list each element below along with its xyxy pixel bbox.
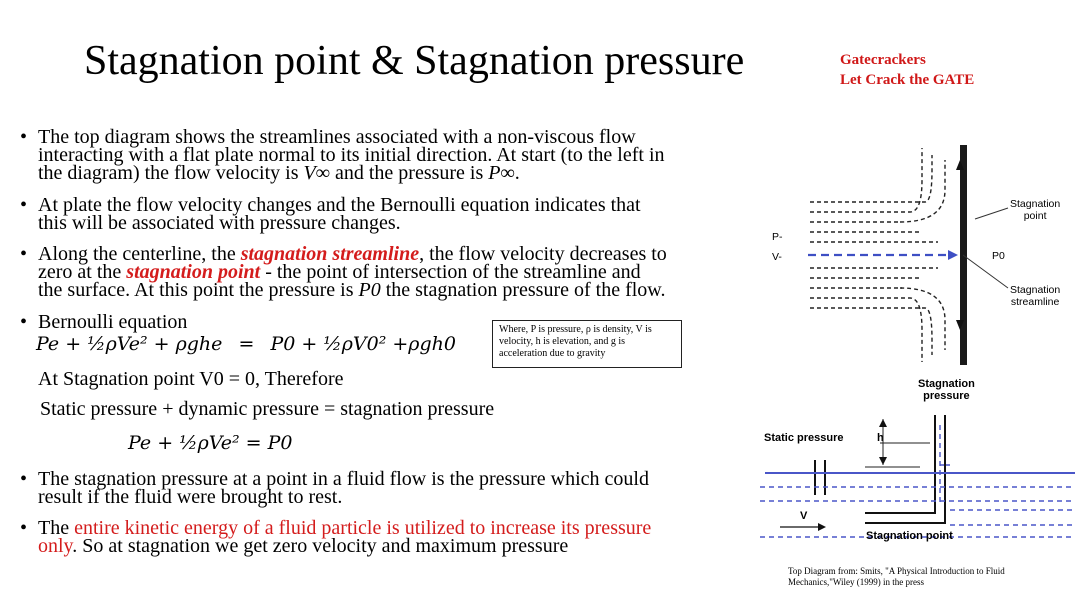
h-arrow-up-icon xyxy=(879,419,887,427)
stag-streamline-line-1: Stagnation xyxy=(1010,284,1061,296)
stag-pressure-line-2: pressure xyxy=(923,390,970,402)
stagnation-arrow-icon xyxy=(948,250,958,260)
bullet-5 xyxy=(20,470,649,506)
bullet-2-line-1: • At plate the flow velocity changes and the Bernoulli equation indicates that xyxy=(38,194,641,216)
velocity-label: V xyxy=(800,510,808,522)
p-infinity: P∞ xyxy=(488,162,515,184)
pitot-tubes xyxy=(815,415,945,523)
only-word: only xyxy=(38,535,73,557)
bullet-2 xyxy=(20,196,641,232)
stag-pressure-line-1: Stagnation xyxy=(918,378,975,390)
h-arrow-down-icon xyxy=(879,457,887,465)
bullet-3-text-3: zero at the xyxy=(38,261,127,283)
bullet-3-text-4: - the point of intersection of the streamline and xyxy=(260,261,641,283)
p0-label: P0 xyxy=(992,250,1005,262)
stagnation-point-term: stagnation point xyxy=(126,261,261,283)
bullet-4 xyxy=(20,313,187,331)
p-infinity-label: P- xyxy=(772,231,783,243)
v-infinity: V∞ xyxy=(303,162,330,184)
bullet-1-line-1: • The top diagram shows the streamlines associated with a non-viscous flow xyxy=(38,126,636,148)
equation-right: P0 + ½ρV0² +ρgh0 xyxy=(270,333,456,355)
p0-symbol: P0 xyxy=(358,279,381,301)
velocity-arrow-icon xyxy=(818,523,826,531)
stagnation-point-label xyxy=(1010,198,1060,222)
variable-note-box: Where, P is pressure, ρ is density, V is velocity, h is elevation, and g is acceleration due to gravity xyxy=(492,320,682,368)
bullet-1-text-2: and the pressure is xyxy=(329,162,489,184)
static-pressure-label: Static pressure xyxy=(764,432,844,444)
streamline-diagram xyxy=(760,140,1080,410)
bernoulli-label: • Bernoulli equation xyxy=(38,311,188,333)
bullet-1 xyxy=(20,128,665,182)
bullet-3-text: Along the centerline, the xyxy=(38,243,241,265)
stagnation-equation: Pe + ½ρVe² = P0 xyxy=(128,432,293,454)
bernoulli-equation xyxy=(36,333,456,355)
bullet-5-line-2: result if the fluid were brought to rest. xyxy=(38,486,343,508)
equation-equals: = xyxy=(238,333,255,355)
bullet-6-line-2 xyxy=(38,537,651,555)
bullet-3-text-6: the stagnation pressure of the flow. xyxy=(380,279,666,301)
bullet-3 xyxy=(20,245,667,299)
bullet-6-text: The xyxy=(38,517,75,539)
bullet-2-line-2: this will be associated with pressure changes. xyxy=(38,212,401,234)
height-label: h xyxy=(877,432,884,444)
bullet-6 xyxy=(20,519,651,555)
stagnation-streamline-label xyxy=(1010,284,1060,308)
stagnation-streamline-term: stagnation streamline xyxy=(240,243,420,265)
leader-stag-point xyxy=(975,208,1008,219)
bullet-1-text: the diagram) the flow velocity is xyxy=(38,162,304,184)
bullet-6-text-2: . So at stagnation we get zero velocity and maximum pressure xyxy=(72,535,569,557)
diagram-credit: Top Diagram from: Smits, "A Physical Introduction to Fluid Mechanics,"Wiley (1999) in the press xyxy=(788,566,1005,587)
pressure-relation: Static pressure + dynamic pressure = stagnation pressure xyxy=(40,398,495,420)
bullet-3-text-2: , the flow velocity decreases to xyxy=(419,243,667,265)
stagnation-point-pitot-label: Stagnation point xyxy=(866,530,953,542)
bullet-3-text-5: the surface. At this point the pressure is xyxy=(38,279,359,301)
bullet-1-line-2: interacting with a flat plate normal to its initial direction. At start (to the left in xyxy=(38,144,665,166)
brand-name: Gatecrackers xyxy=(840,52,926,68)
kinetic-energy-statement: entire kinetic energy of a fluid particle is utilized to increase its pressure xyxy=(74,517,652,539)
brand-tagline: Let Crack the GATE xyxy=(840,72,975,88)
v-infinity-label: V- xyxy=(772,251,782,263)
bullet-3-line-3 xyxy=(38,281,667,299)
equation-left: Pe + ½ρVe² + ρghe xyxy=(36,333,223,355)
stagnation-pressure-label xyxy=(918,378,975,402)
stagnation-condition: At Stagnation point V0 = 0, Therefore xyxy=(38,368,344,390)
bullet-5-line-1: • The stagnation pressure at a point in a fluid flow is the pressure which could xyxy=(38,468,649,490)
bullet-1-text-3: . xyxy=(514,162,520,184)
stag-point-line-2: point xyxy=(1023,210,1047,222)
stag-streamline-line-2: streamline xyxy=(1010,296,1060,308)
bullet-1-line-3 xyxy=(38,164,665,182)
slide-title: Stagnation point & Stagnation pressure xyxy=(84,38,745,84)
stag-point-line-1: Stagnation xyxy=(1010,198,1061,210)
